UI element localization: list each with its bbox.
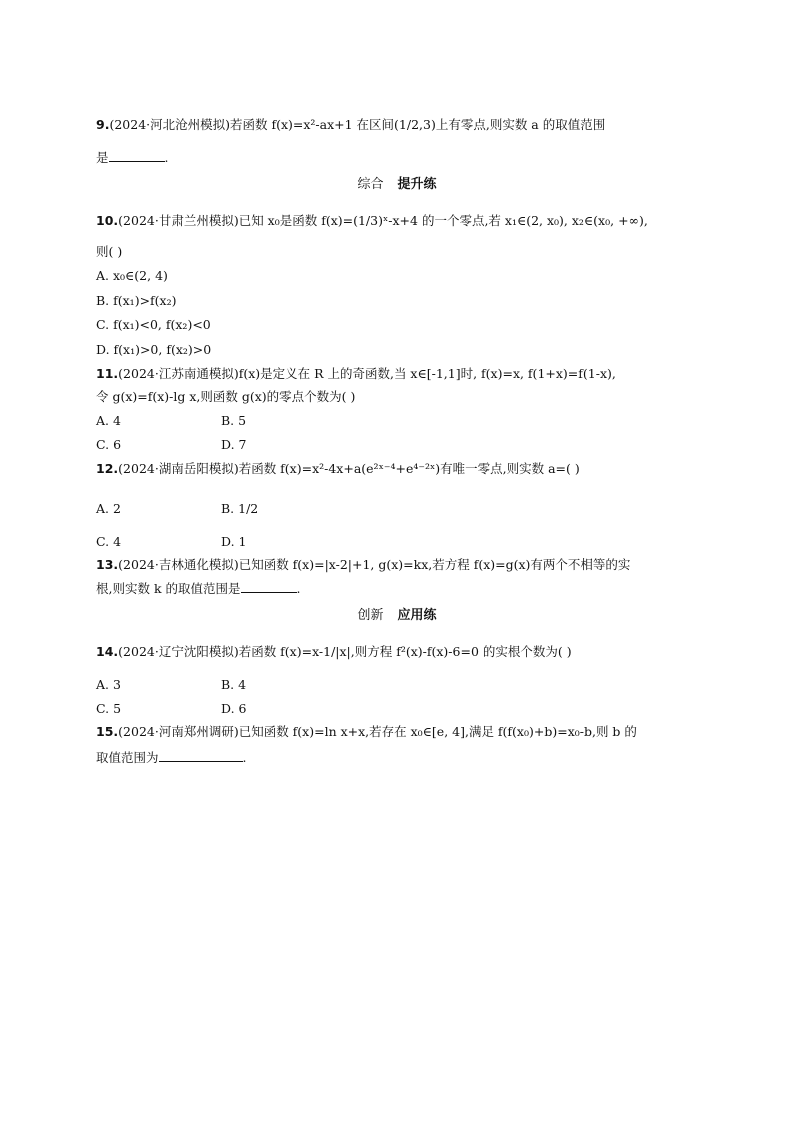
option-c[interactable]: C. 6 [96,437,122,452]
question-number: 12. [96,461,119,476]
option-b[interactable]: B. f(x₁)>f(x₂) [96,293,177,308]
option-c[interactable]: C. f(x₁)<0, f(x₂)<0 [96,317,211,332]
section-heading-comprehensive: 综合 提升练 [357,177,437,192]
option-c[interactable]: C. 5 [96,701,122,716]
question-15-line-1: 15.(2024·河南郑州调研)已知函数 f(x)=ln x+x,若存在 x₀∈[e, 4],满足 f(f(x₀)+b)=x₀-b,则 b 的 [96,724,637,739]
option-a[interactable]: A. 4 [96,413,121,428]
option-a[interactable]: A. x₀∈(2, 4) [96,268,168,283]
answer-blank[interactable] [241,580,297,593]
question-number: 11. [96,366,119,381]
question-number: 9. [96,117,110,132]
question-number: 14. [96,644,119,659]
question-number: 15. [96,724,119,739]
question-11-line-1: 11.(2024·江苏南通模拟)f(x)是定义在 R 上的奇函数,当 x∈[-1,1]时, f(x)=x, f(1+x)=f(1-x), [96,366,616,381]
section-heading-innovation: 创新 应用练 [357,608,437,623]
question-9-line-1: 9.(2024·河北沧州模拟)若函数 f(x)=x²-ax+1 在区间(1/2,3)上有零点,则实数 a 的取值范围 [96,117,606,132]
answer-blank[interactable] [159,749,243,762]
option-b[interactable]: B. 5 [221,413,247,428]
option-d[interactable]: D. 6 [221,701,247,716]
question-9-line-2: 是 . [96,150,169,165]
option-a[interactable]: A. 2 [96,501,121,516]
option-a[interactable]: A. 3 [96,677,121,692]
question-10-line-1: 10.(2024·甘肃兰州模拟)已知 x₀是函数 f(x)=(1/3)ˣ-x+4 的一个零点,若 x₁∈(2, x₀), x₂∈(x₀, +∞), [96,213,648,228]
question-number: 10. [96,213,119,228]
question-15-line-2: 取值范围为 . [96,750,247,765]
question-10-line-2: 则( ) [96,244,123,259]
option-d[interactable]: D. 1 [221,534,247,549]
option-b[interactable]: B. 4 [221,677,247,692]
question-12-line-1: 12.(2024·湖南岳阳模拟)若函数 f(x)=x²-4x+a(e²ˣ⁻⁴+e⁴⁻²ˣ)有唯一零点,则实数 a=( ) [96,461,580,476]
question-11-line-2: 令 g(x)=f(x)-lg x,则函数 g(x)的零点个数为( ) [96,389,356,404]
option-b[interactable]: B. 1/2 [221,501,259,516]
question-13-line-2: 根,则实数 k 的取值范围是 . [96,581,301,596]
option-d[interactable]: D. f(x₁)>0, f(x₂)>0 [96,342,212,357]
option-c[interactable]: C. 4 [96,534,122,549]
answer-blank[interactable] [109,149,165,162]
question-13-line-1: 13.(2024·吉林通化模拟)已知函数 f(x)=|x-2|+1, g(x)=kx,若方程 f(x)=g(x)有两个不相等的实 [96,557,631,572]
question-number: 13. [96,557,119,572]
option-d[interactable]: D. 7 [221,437,247,452]
question-14-line-1: 14.(2024·辽宁沈阳模拟)若函数 f(x)=x-1/|x|,则方程 f²(x)-f(x)-6=0 的实根个数为( ) [96,644,572,659]
